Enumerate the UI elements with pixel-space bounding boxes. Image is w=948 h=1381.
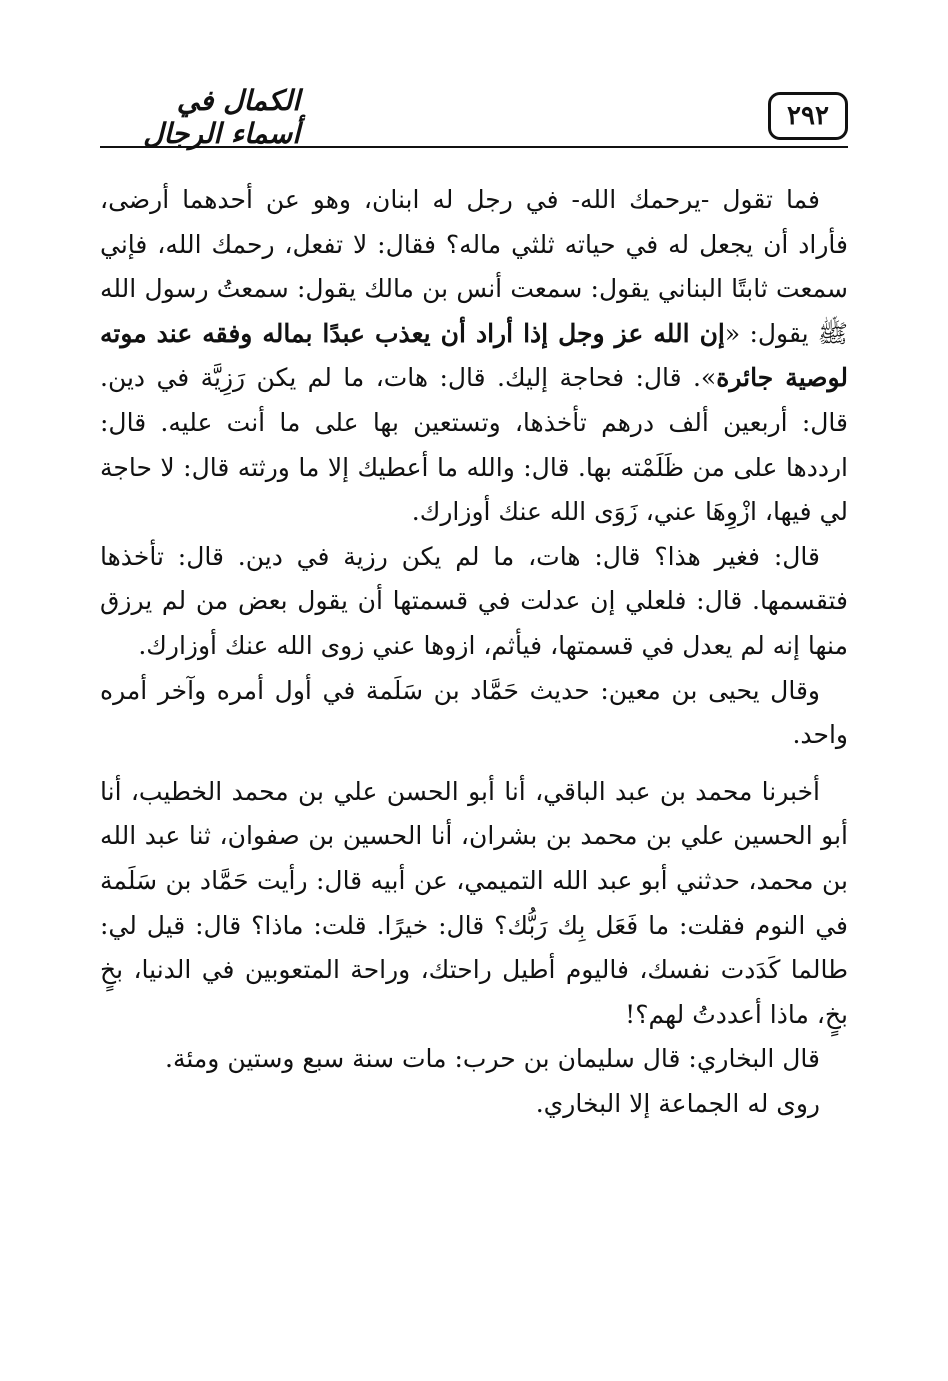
paragraph bbox=[100, 1082, 848, 1127]
text-run: قال: فغير هذا؟ قال: هات، ما لم يكن رزية في دين. قال: تأخذها فتقسمها. قال: فلعلي إن عدلت في قسمتها أن يقول بعض من لم يرزق منها إنه لم يعدل في قسمتها، فيأثم، ازوها عني زوى الله عنك أوزارك. bbox=[100, 541, 848, 660]
text-run: فما تقول -يرحمك الله- في رجل له ابنان، وهو عن أحدهما أرضى، فأراد أن يجعل له في حياته ثلثي ماله؟ فقال: لا تفعل، رحمك الله، فإني سمعت ثابتًا البناني يقول: سمعت أنس بن مالك يقول: سمعتُ رسول الله ﷺ يقول: « bbox=[100, 185, 849, 348]
text-run: روى له الجماعة إلا البخاري. bbox=[535, 1088, 820, 1118]
paragraph bbox=[100, 669, 848, 758]
text-run: ». قال: فحاجة إليك. قال: هات، ما لم يكن رَزِيَّة في دين. قال: أربعين ألف درهم تأخذها، وتستعين بها على ما أنت عليه. قال: ارددها على من ظَلَمْته بها. قال: والله ما أعطيك إلا ما ورثته قال: لا حاجة لي فيها، ازْوِهَا عني، زَوَى الله عنك أوزارك. bbox=[100, 363, 848, 527]
body-text bbox=[100, 178, 848, 1126]
text-run: وقال يحيى بن معين: حديث حَمَّاد بن سَلَمة في أول أمره وآخر أمره واحد. bbox=[100, 675, 848, 750]
hadith-quote: إن الله عز وجل إذا أراد أن يعذب عبدًا بماله وفقه عند موته لوصية جائرة bbox=[100, 318, 848, 393]
page-header bbox=[100, 84, 848, 150]
paragraph bbox=[100, 535, 848, 669]
header-rule bbox=[100, 146, 848, 148]
book-title: الكمال في أسماء الرجال bbox=[143, 84, 300, 150]
paragraph bbox=[100, 178, 848, 535]
text-run: قال البخاري: قال سليمان بن حرب: مات سنة سبع وستين ومئة. bbox=[165, 1044, 820, 1074]
paragraph bbox=[100, 770, 848, 1038]
page-number: ٢٩٢ bbox=[768, 92, 848, 140]
text-run: أخبرنا محمد بن عبد الباقي، أنا أبو الحسن علي بن محمد الخطيب، أنا أبو الحسين علي بن محمد بن بشران، أنا الحسين بن صفوان، ثنا عبد الله بن محمد، حدثني أبو عبد الله التميمي، عن أبيه قال: رأيت حَمَّاد بن سَلَمة في النوم فقلت: ما فَعَل بِك رَبُّك؟ قال: خيرًا. قلت: ماذا؟ قال: قيل لي: طالما كَدَدت نفسك، فاليوم أطيل راحتك، وراحة المتعوبين في الدنيا، بخٍ بخٍ، ماذا أعددتُ لهم؟! bbox=[100, 776, 848, 1029]
paragraph bbox=[100, 1037, 848, 1082]
